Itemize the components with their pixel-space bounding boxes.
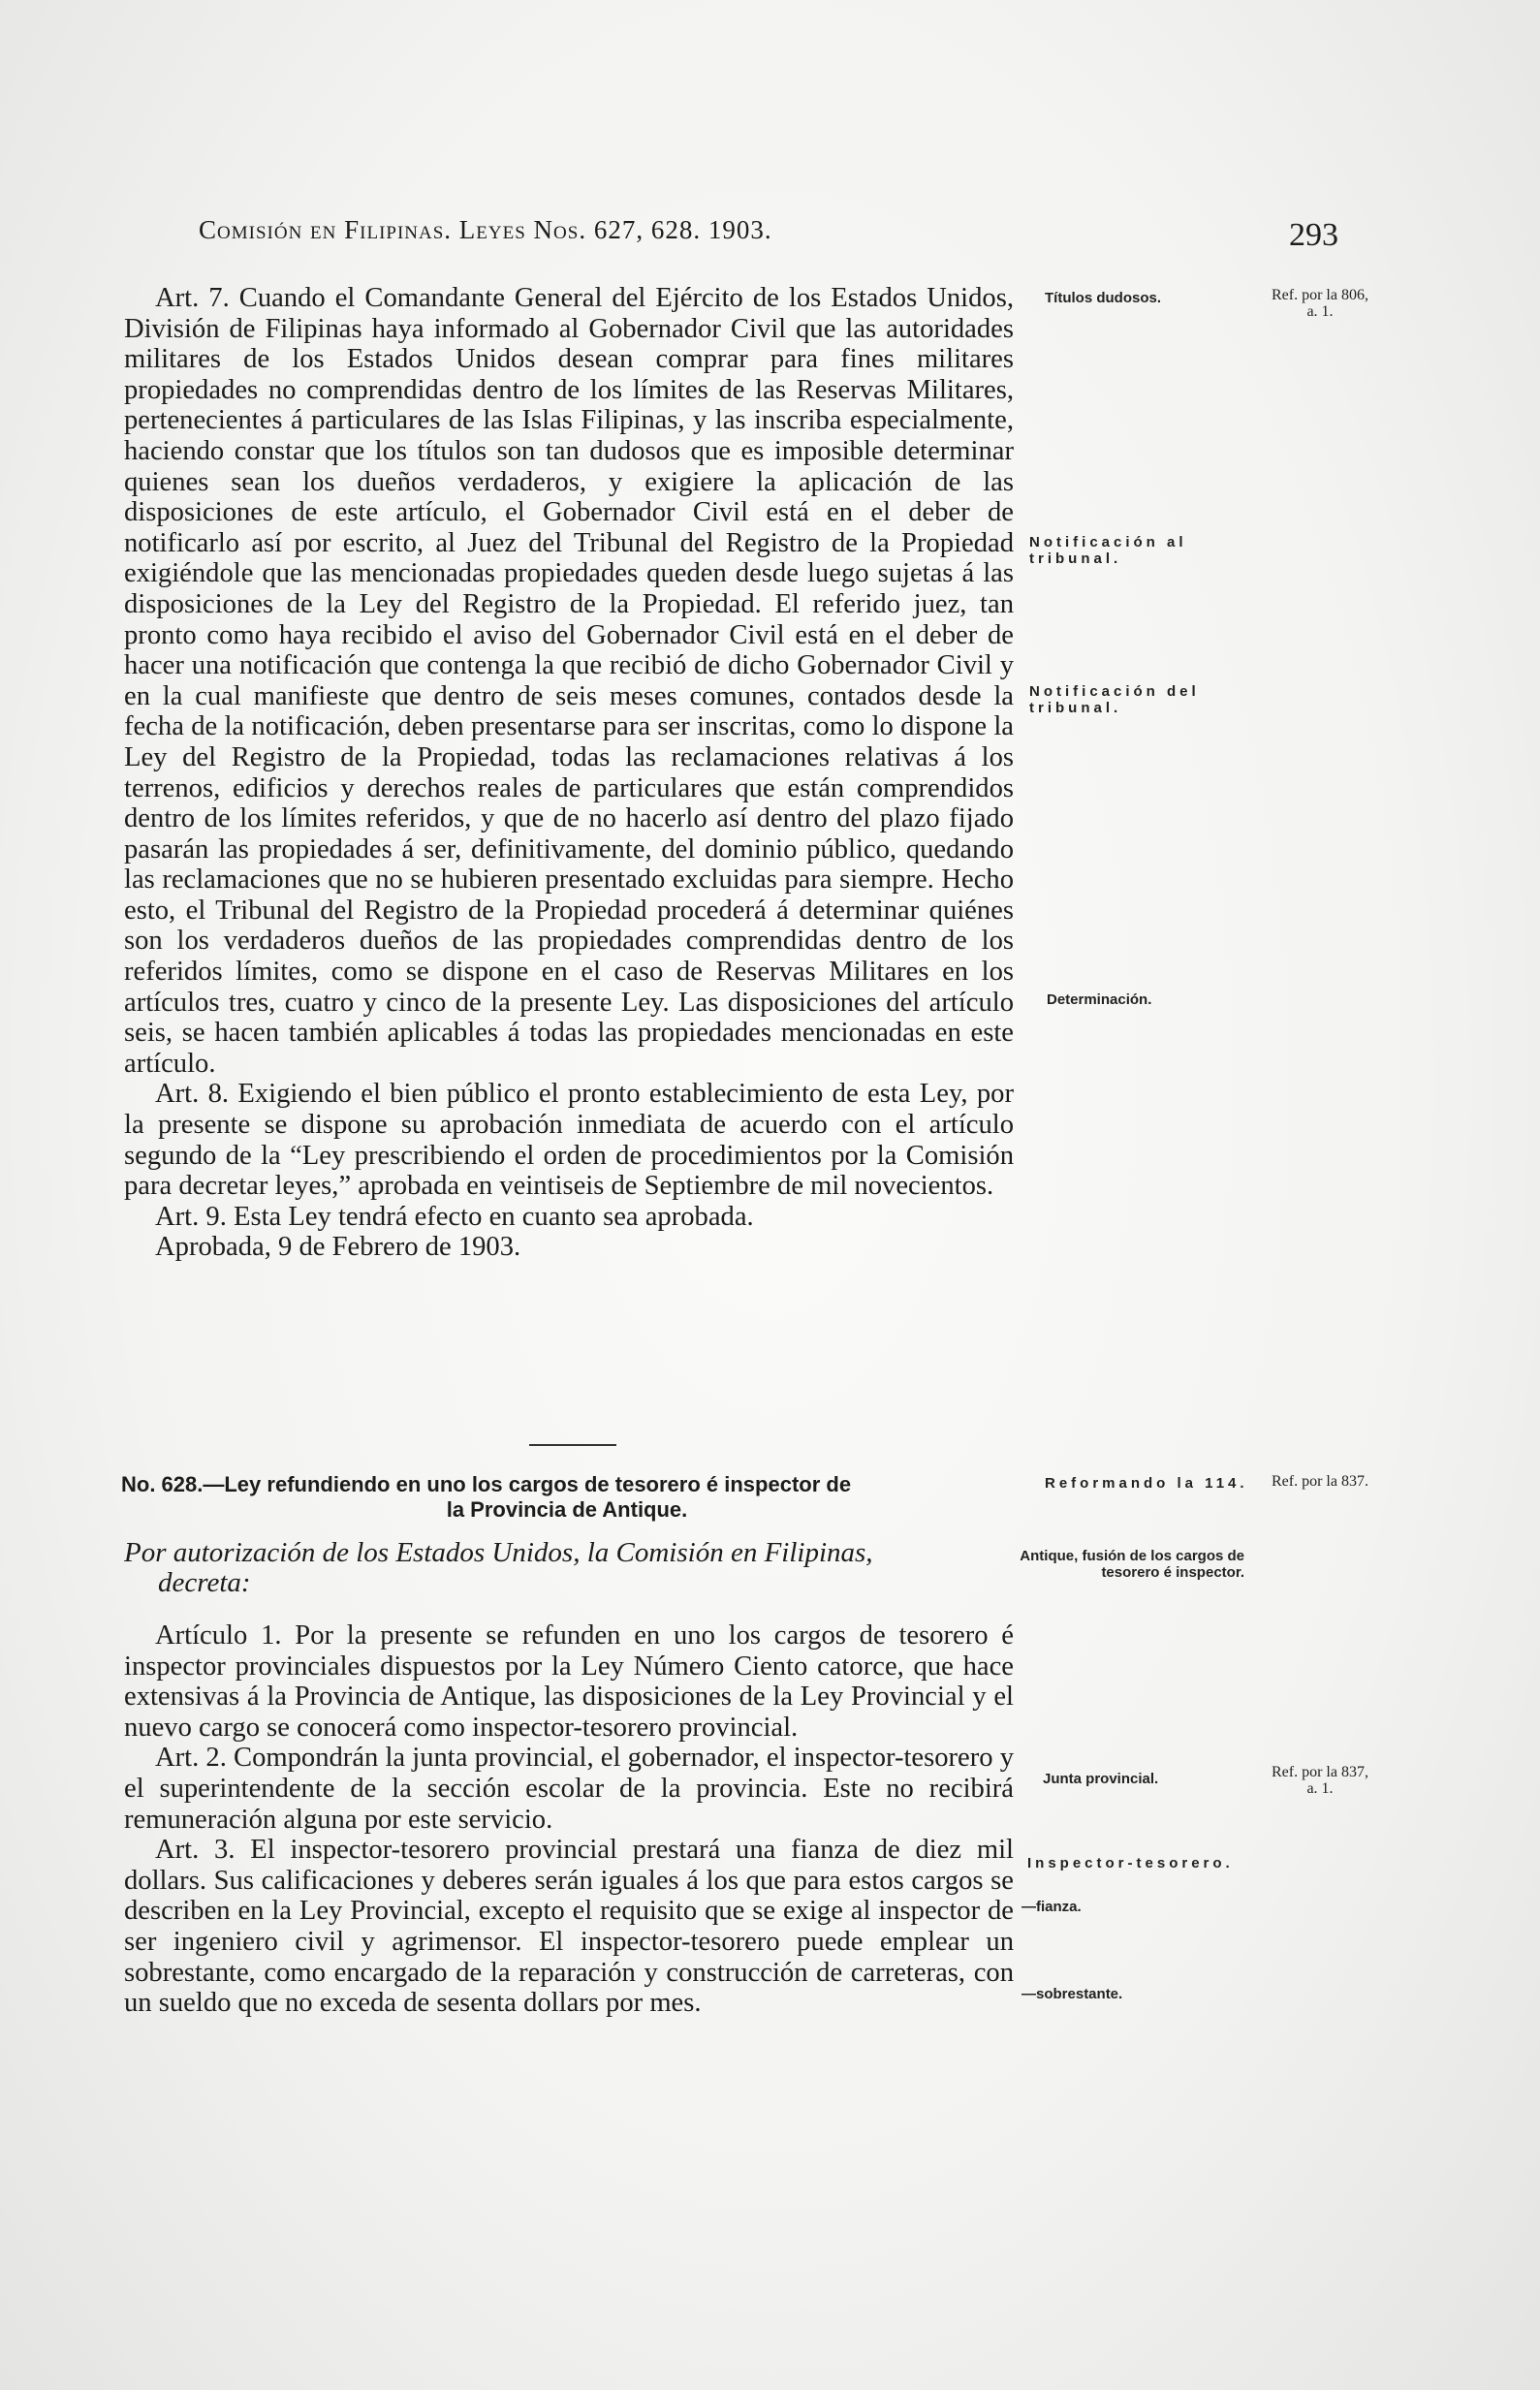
margin-note-antique: Antique, fusión de los cargos de tesorero é inspector. [1020, 1548, 1244, 1581]
margin-note-sobrestante: —sobrestante. [1021, 1986, 1123, 2002]
law-628-heading-line1: No. 628.—Ley refundiendo en uno los cargos de tesorero é inspector de [121, 1472, 852, 1496]
law-628-heading-line2: la Provincia de Antique. [446, 1497, 688, 1522]
article-3: Art. 3. El inspector-tesorero provincial prestará una fianza de diez mil dollars. Sus calificaciones y deberes serán iguales á los que para estos cargos se describen en la Ley Provincial, excepto el requisito que se exige al inspector de ser ingeniero civil y agrimensor. El inspector-tesorero puede emplear un sobrestante, como encargado de la reparación y construcción de carreteras, con un sueldo que no exceda de sesenta dollars por mes. [124, 1835, 1014, 2019]
article-1: Artículo 1. Por la presente se refunden en uno los cargos de tesorero é inspector provinciales dispuestos por la Ley Número Ciento catorce, que hace extensivas á la Provincia de Antique, las disposiciones de la Ley Provincial y el nuevo cargo se conocerá como inspector-tesorero provincial. [124, 1620, 1014, 1743]
law-628-heading [121, 1472, 1013, 1523]
enacting-clause-line1: Por autorización de los Estados Unidos, la Comisión en Filipinas, [124, 1537, 873, 1568]
margin-note-notificacion-del: Notificación del tribunal. [1029, 683, 1200, 716]
margin-note-notificacion-al: Notificación al tribunal. [1029, 534, 1187, 567]
article-2: Art. 2. Compondrán la junta provincial, el gobernador, el inspector-tesorero y el superintendente de la sección escolar de la provincia. Este no recibirá remuneración alguna por este servicio. [124, 1743, 1015, 1835]
margin-note-titulos: Títulos dudosos. [1045, 290, 1161, 306]
enacting-clause [124, 1538, 1014, 1598]
margin-note-reformando: Reformando la 114. [1045, 1475, 1248, 1492]
margin-ref-837-a1: Ref. por la 837, a. 1. [1272, 1764, 1368, 1797]
margin-note-inspector: Inspector-tesorero. [1027, 1855, 1234, 1871]
article-9: Art. 9. Esta Ley tendrá efecto en cuanto sea aprobada. [155, 1201, 754, 1232]
margin-note-determinacion: Determinación. [1047, 991, 1152, 1008]
ley-628-text [124, 1620, 1014, 2019]
margin-note-fianza: —fianza. [1021, 1899, 1082, 1915]
margin-ref-806: Ref. por la 806, a. 1. [1272, 287, 1368, 320]
enacting-clause-line2: decreta: [158, 1567, 251, 1598]
running-head: Comisión en Filipinas. Leyes Nos. 627, 628. 1903. [199, 215, 772, 244]
approval-date: Aprobada, 9 de Febrero de 1903. [155, 1232, 521, 1263]
ley-627-text [124, 283, 1014, 1263]
page-number: 293 [1289, 217, 1338, 253]
article-8: Art. 8. Exigiendo el bien público el pronto establecimiento de esta Ley, por la presente se dispone su aprobación inmediata de acuerdo con el artículo segundo de la “Ley prescribiendo el orden de procedimientos por la Comisión para decretar leyes,” aprobada en veintiseis de Septiembre de mil novecientos. [124, 1079, 1014, 1202]
margin-note-junta: Junta provincial. [1043, 1771, 1159, 1787]
article-7: Art. 7. Cuando el Comandante General del Ejército de los Estados Unidos, División de Filipinas haya informado al Gobernador Civil que las autoridades militares de los Estados Unidos desean comprar para fines militares propiedades no comprendidas dentro de los límites de las Reservas Militares, pertenecientes á particulares de las Islas Filipinas, y las inscriba especialmente, haciendo constar que los títulos son tan dudosos que es imposible determinar quienes sean los dueños verdaderos, y exigiere la aplicación de las disposiciones de este artículo, el Gobernador Civil está en el deber de notificarlo así por escrito, al Juez del Tribunal del Registro de la Propiedad exigiéndole que las mencionadas propiedades queden desde luego sujetas á las disposiciones de la Ley del Registro de la Propiedad. El referido juez, tan pronto como haya recibido el aviso del Gobernador Civil está en el deber de hacer una notificación que contenga la que recibió de dicho Gobernador Civil y en la cual manifieste que dentro de seis meses comunes, contados desde la fecha de la notificación, deben presentarse para ser inscritas, como lo dispone la Ley del Registro de la Propiedad, todas las reclamaciones relativas á los terrenos, edificios y derechos reales de particulares que están comprendidos dentro de los límites referidos, y que de no hacerlo así dentro del plazo fijado pasarán las propiedades á ser, definitivamente, del dominio público, quedando las reclamaciones que no se hubieren presentado excluidas para siempre. Hecho esto, el Tribunal del Registro de la Propiedad procederá á determinar quiénes son los verdaderos dueños de las propiedades comprendidas dentro de los referidos límites, como se dispone en el caso de Reservas Militares en los artículos tres, cuatro y cinco de la presente Ley. Las disposiciones del artículo seis, se hacen también aplicables á todas las propiedades mencionadas en este artículo. [124, 283, 1014, 1079]
section-divider [529, 1444, 616, 1446]
margin-ref-837: Ref. por la 837. [1272, 1473, 1368, 1490]
